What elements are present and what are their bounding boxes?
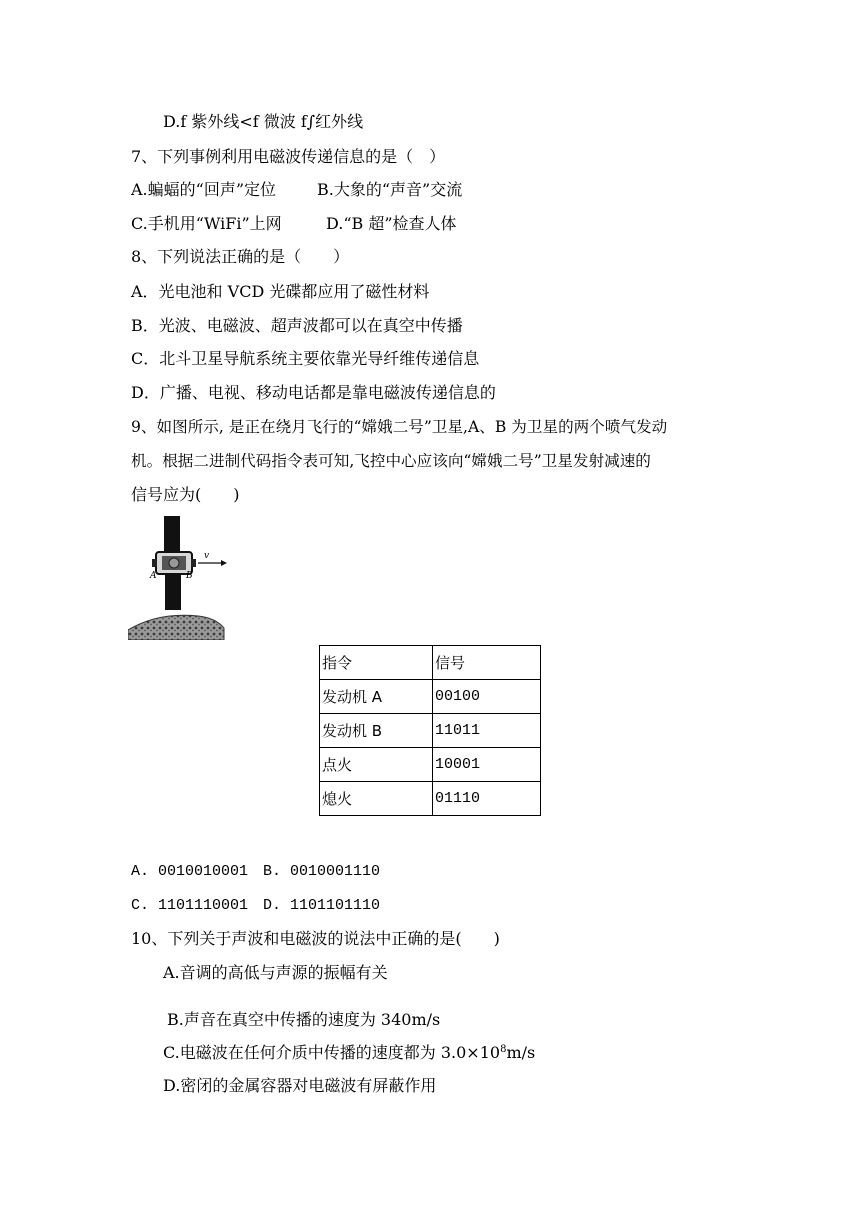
engine-a-label: A — [150, 571, 157, 581]
table-cell: 发动机 B — [320, 714, 433, 748]
table-cell: 11011 — [433, 714, 541, 748]
table-cell: 发动机 A — [320, 680, 433, 714]
q10-option-c-unit: m/s — [506, 1043, 536, 1062]
q8-option-c: C．北斗卫星导航系统主要依靠光导纤维传递信息 — [131, 349, 480, 368]
q10-option-c-exponent: 8 — [500, 1044, 507, 1055]
q10-option-d: D.密闭的金属容器对电磁波有屏蔽作用 — [163, 1076, 437, 1095]
table-header-cell: 指令 — [320, 646, 433, 680]
table-header-row — [320, 646, 541, 680]
table-cell: 00100 — [433, 680, 541, 714]
q9-options-cd: C. 1101110001 D. 1101101110 — [131, 897, 381, 914]
table-cell: 熄火 — [320, 782, 433, 816]
satellite-figure — [128, 512, 228, 640]
engine-b-label: B — [186, 571, 193, 581]
q7-option-b: B.大象的“声音”交流 — [317, 180, 463, 199]
velocity-label: v — [204, 551, 210, 561]
q8-option-d: D．广播、电视、移动电话都是靠电磁波传递信息的 — [131, 383, 496, 402]
question-8: 8、下列说法正确的是（ ） — [131, 247, 350, 266]
table-row — [320, 714, 541, 748]
table-cell: 01110 — [433, 782, 541, 816]
q10-option-b: B.声音在真空中传播的速度为 340m/s — [167, 1010, 441, 1029]
table-header-cell: 信号 — [433, 646, 541, 680]
table-cell: 10001 — [433, 748, 541, 782]
q8-option-a: A．光电池和 VCD 光碟都应用了磁性材料 — [131, 282, 430, 301]
q10-option-c — [163, 1043, 535, 1063]
question-9-line-3: 信号应为( ) — [131, 485, 240, 504]
q7-option-a: A.蝙蝠的“回声”定位 — [131, 180, 277, 199]
table-cell: 点火 — [320, 748, 433, 782]
question-7: 7、下列事例利用电磁波传递信息的是（ ） — [131, 147, 446, 166]
question-9-line-1: 9、如图所示, 是正在绕月飞行的“嫦娥二号”卫星,A、B 为卫星的两个喷气发动 — [131, 418, 668, 436]
option-d-prev: D.f 紫外线<f 微波 f∫红外线 — [163, 112, 364, 131]
moon-surface — [128, 615, 224, 640]
question-10: 10、下列关于声波和电磁波的说法中正确的是( ) — [131, 929, 500, 948]
question-9-line-2: 机。根据二进制代码指令表可知,飞控中心应该向“嫦娥二号”卫星发射减速的 — [131, 452, 651, 470]
solar-panel-lower — [165, 574, 181, 610]
q8-option-b: B．光波、电磁波、超声波都可以在真空中传播 — [131, 316, 463, 335]
solar-panel-upper — [164, 516, 180, 552]
instruction-code-table — [319, 645, 541, 816]
q10-option-a: A.音调的高低与声源的振幅有关 — [163, 963, 388, 982]
q10-option-c-text: C.电磁波在任何介质中传播的速度都为 3.0×10 — [163, 1043, 501, 1062]
table-row — [320, 680, 541, 714]
table-row — [320, 782, 541, 816]
q7-option-d: D.“B 超”检查人体 — [326, 214, 457, 233]
q9-options-ab: A. 0010010001 B. 0010001110 — [131, 863, 381, 880]
q7-option-c: C.手机用“WiFi”上网 — [131, 214, 282, 233]
table-row — [320, 748, 541, 782]
